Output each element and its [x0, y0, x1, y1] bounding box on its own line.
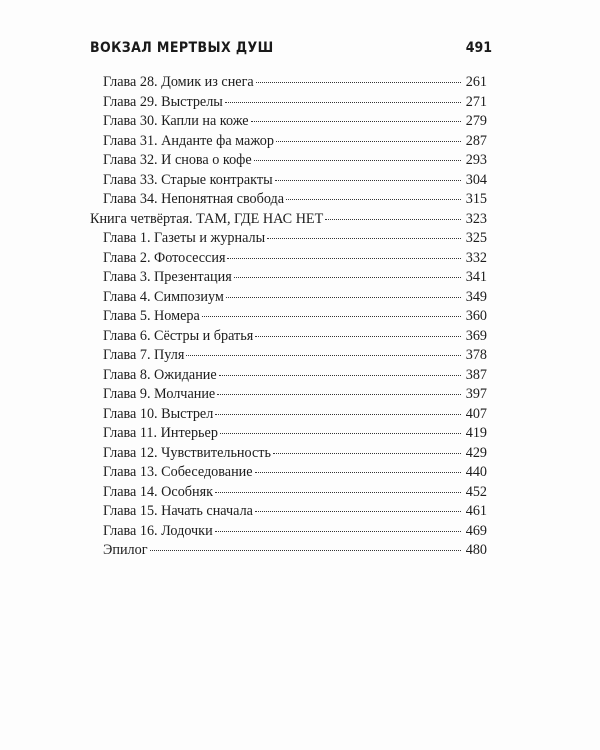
- toc-dot-leader: [215, 413, 461, 415]
- toc-entry: [90, 132, 487, 152]
- running-header: [90, 40, 492, 62]
- toc-dot-leader: [276, 140, 461, 142]
- toc-entry-title: Глава 4. Симпозиум: [103, 288, 224, 305]
- toc-entry-page: 378: [465, 347, 487, 363]
- toc-dot-leader: [234, 276, 461, 278]
- toc-entry-page: 261: [465, 74, 487, 90]
- toc-entry: [90, 73, 487, 93]
- toc-dot-leader: [202, 315, 461, 317]
- toc-entry-page: 469: [465, 522, 487, 539]
- toc-entry-title: Глава 6. Сёстры и братья: [103, 327, 254, 344]
- toc-entry-title: Глава 16. Лодочки: [103, 522, 213, 539]
- toc-entry-page: 315: [465, 191, 487, 207]
- toc-entry: [90, 93, 487, 113]
- toc-dot-leader: [219, 374, 461, 376]
- toc-entry-page: 397: [465, 386, 487, 402]
- toc-entry: [90, 522, 487, 542]
- toc-entry-page: 341: [465, 269, 487, 285]
- toc-entry-title: Глава 32. И снова о кофе: [103, 152, 252, 168]
- toc-dot-leader: [256, 81, 461, 83]
- toc-dot-leader: [251, 120, 461, 122]
- toc-entry-page: 369: [465, 327, 487, 344]
- toc-entry: [90, 112, 487, 132]
- toc-entry-title: Глава 28. Домик из снега: [103, 74, 254, 90]
- toc-entry: [90, 327, 487, 347]
- toc-dot-leader: [255, 510, 461, 512]
- toc-entry-title: Глава 30. Капли на коже: [103, 113, 249, 129]
- toc-entry-page: 325: [465, 230, 487, 246]
- toc-entry: [90, 288, 487, 308]
- toc-entry-page: 387: [465, 366, 487, 383]
- toc-entry-title: Глава 34. Непонятная свобода: [103, 191, 285, 207]
- toc-entry: [90, 366, 487, 386]
- toc-entry: [90, 541, 487, 561]
- toc-entry-page: 279: [465, 113, 487, 129]
- toc-dot-leader: [150, 549, 461, 551]
- toc-entry-page: 271: [465, 93, 487, 110]
- toc-entry-title: Книга четвёртая. ТАМ, ГДЕ НАС НЕТ: [90, 210, 324, 227]
- toc-dot-leader: [267, 237, 461, 239]
- toc-entry-title: Глава 12. Чувствительность: [103, 444, 271, 461]
- toc-entry: [90, 385, 487, 405]
- toc-dot-leader: [226, 296, 461, 298]
- toc-entry-page: 349: [465, 288, 487, 305]
- toc-dot-leader: [254, 159, 461, 161]
- toc-entry-title: Глава 31. Анданте фа мажор: [103, 132, 274, 149]
- toc-dot-leader: [217, 393, 461, 395]
- table-of-contents: [90, 73, 487, 561]
- toc-dot-leader: [275, 179, 461, 181]
- toc-entry: [90, 151, 487, 171]
- toc-dot-leader: [186, 354, 461, 356]
- toc-entry-title: Глава 8. Ожидание: [103, 366, 217, 383]
- toc-dot-leader: [220, 432, 461, 434]
- toc-entry-page: 461: [465, 503, 487, 519]
- toc-entry-title: Глава 14. Особняк: [103, 483, 214, 500]
- toc-entry-page: 287: [465, 132, 487, 149]
- toc-entry-title: Глава 11. Интерьер: [103, 425, 218, 441]
- page-number: 491: [465, 40, 492, 56]
- toc-dot-leader: [255, 335, 461, 337]
- toc-entry-title: Глава 2. Фотосессия: [103, 249, 226, 266]
- toc-entry: [90, 424, 487, 444]
- toc-entry-page: 332: [465, 249, 487, 266]
- toc-entry: [90, 190, 487, 210]
- toc-entry-page: 419: [465, 425, 487, 441]
- toc-entry-title: Глава 15. Начать сначала: [103, 503, 253, 519]
- toc-entry-title: Глава 9. Молчание: [103, 386, 216, 402]
- toc-entry-title: Глава 13. Собеседование: [103, 464, 253, 480]
- toc-dot-leader: [215, 530, 461, 532]
- toc-dot-leader: [325, 218, 461, 220]
- toc-entry-page: 480: [465, 542, 487, 558]
- toc-entry-title: Глава 33. Старые контракты: [103, 171, 273, 188]
- toc-dot-leader: [286, 198, 461, 200]
- toc-dot-leader: [255, 471, 461, 473]
- toc-dot-leader: [227, 257, 461, 259]
- toc-entry-title: Глава 10. Выстрел: [103, 405, 214, 422]
- toc-dot-leader: [225, 101, 461, 103]
- toc-entry-page: 323: [465, 210, 487, 227]
- toc-entry-title: Эпилог: [103, 542, 148, 558]
- toc-book-entry: [90, 210, 487, 230]
- toc-entry-page: 452: [465, 483, 487, 500]
- toc-dot-leader: [215, 491, 461, 493]
- toc-entry: [90, 229, 487, 249]
- toc-entry: [90, 444, 487, 464]
- toc-entry-page: 293: [465, 152, 487, 168]
- toc-entry-page: 407: [465, 405, 487, 422]
- toc-entry-page: 304: [465, 171, 487, 188]
- book-title: ВОКЗАЛ МЕРТВЫХ ДУШ: [90, 40, 274, 56]
- toc-entry-page: 360: [465, 308, 487, 324]
- toc-entry-title: Глава 3. Презентация: [103, 269, 232, 285]
- toc-entry: [90, 463, 487, 483]
- toc-entry-title: Глава 5. Номера: [103, 308, 200, 324]
- toc-entry: [90, 307, 487, 327]
- toc-entry-title: Глава 29. Выстрелы: [103, 93, 223, 110]
- toc-entry-title: Глава 7. Пуля: [103, 347, 185, 363]
- toc-entry: [90, 249, 487, 269]
- toc-entry: [90, 502, 487, 522]
- toc-entry-page: 429: [465, 444, 487, 461]
- toc-entry-title: Глава 1. Газеты и журналы: [103, 230, 266, 246]
- toc-entry: [90, 405, 487, 425]
- toc-dot-leader: [273, 452, 461, 454]
- toc-entry: [90, 268, 487, 288]
- toc-entry-page: 440: [465, 464, 487, 480]
- toc-entry: [90, 483, 487, 503]
- toc-entry: [90, 346, 487, 366]
- toc-entry: [90, 171, 487, 191]
